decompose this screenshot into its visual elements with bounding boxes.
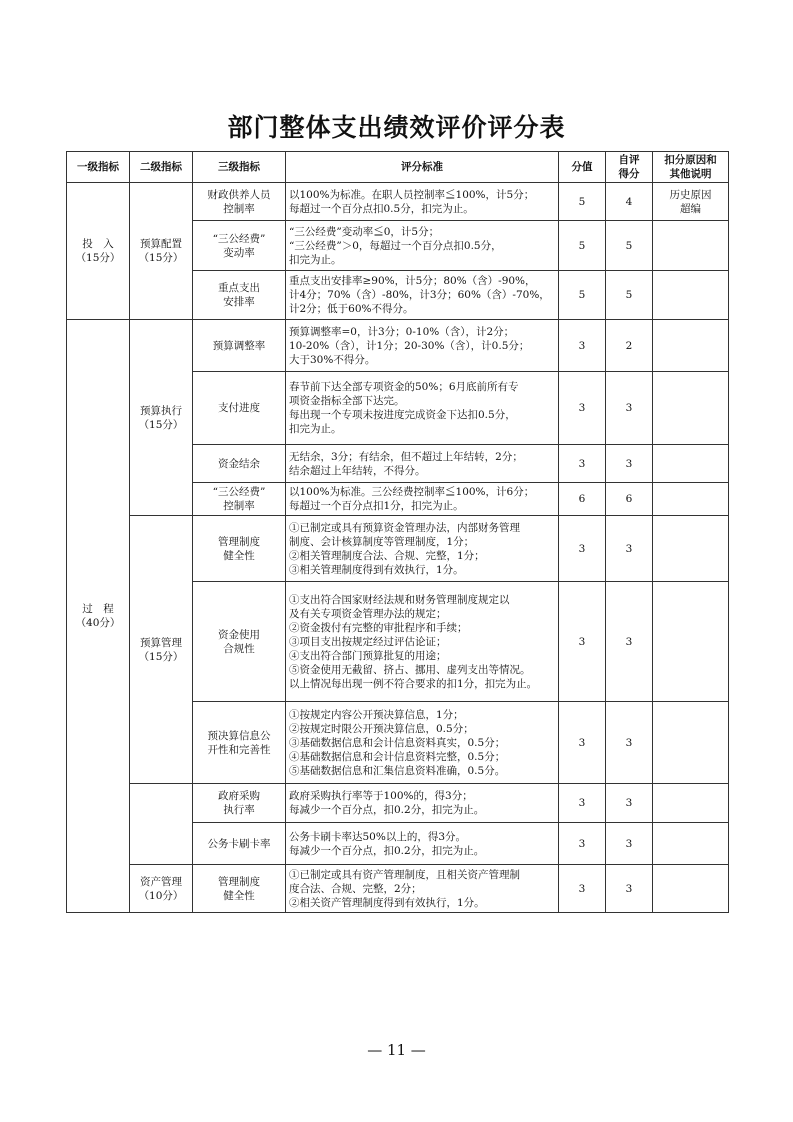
remark-cell — [653, 271, 729, 320]
page-number: — 11 — — [367, 1041, 426, 1059]
score-cell: 3 — [559, 582, 606, 702]
remark-cell — [653, 221, 729, 271]
criteria-cell: 重点支出安排率≥90%，计5分；80%（含）-90%， 计4分；70%（含）-80%，计3分；60%（含）-70%， 计2分；低于60%不得分。 — [286, 271, 559, 320]
level2-cell: 预算管理 （15分） — [130, 516, 193, 784]
score-cell: 6 — [559, 483, 606, 516]
criteria-cell: 以100%为标准。在职人员控制率≦100%，计5分； 每超过一个百分点扣0.5分，扣完为止。 — [286, 183, 559, 221]
remark-cell — [653, 516, 729, 582]
criteria-cell: ①按规定内容公开预决算信息，1分； ②按规定时限公开预决算信息，0.5分； ③基础数据信息和会计信息资料真实，0.5分； ④基础数据信息和会计信息资料完整，0.5分； ⑤基础数据信息和汇集信息资料准确，0.5分。 — [286, 702, 559, 784]
remark-cell: 历史原因 超编 — [653, 183, 729, 221]
level2-cell: 资产管理 （10分） — [130, 865, 193, 913]
criteria-cell: 春节前下达全部专项资金的50%；6月底前所有专 项资金指标全部下达完。 每出现一个专项未按进度完成资金下达扣0.5分， 扣完为止。 — [286, 372, 559, 445]
self-score-cell: 5 — [606, 221, 653, 271]
criteria-cell: 无结余，3分；有结余，但不超过上年结转，2分； 结余超过上年结转，不得分。 — [286, 445, 559, 483]
self-score-cell: 3 — [606, 865, 653, 913]
header-score: 分值 — [559, 152, 606, 183]
remark-cell — [653, 445, 729, 483]
header-self-score: 自评 得分 — [606, 152, 653, 183]
remark-cell — [653, 320, 729, 372]
remark-cell — [653, 702, 729, 784]
self-score-cell: 3 — [606, 702, 653, 784]
score-cell: 3 — [559, 445, 606, 483]
self-score-cell: 3 — [606, 582, 653, 702]
page-title: 部门整体支出绩效评价评分表 — [227, 113, 566, 142]
remark-cell — [653, 372, 729, 445]
score-cell: 5 — [559, 183, 606, 221]
table-row — [67, 865, 729, 913]
remark-cell — [653, 483, 729, 516]
level3-cell: “三公经费” 控制率 — [193, 483, 286, 516]
score-cell: 5 — [559, 271, 606, 320]
level3-cell: 资金结余 — [193, 445, 286, 483]
table-row — [67, 183, 729, 221]
criteria-cell: “三公经费”变动率≦0，计5分； “三公经费”＞0，每超过一个百分点扣0.5分， 扣完为止。 — [286, 221, 559, 271]
header-level1: 一级指标 — [67, 152, 130, 183]
self-score-cell: 5 — [606, 271, 653, 320]
remark-cell — [653, 865, 729, 913]
criteria-cell: 预算调整率=0，计3分；0-10%（含），计2分； 10-20%（含），计1分；20-30%（含），计0.5分； 大于30%不得分。 — [286, 320, 559, 372]
self-score-cell: 3 — [606, 784, 653, 823]
header-level2: 二级指标 — [130, 152, 193, 183]
header-remark: 扣分原因和 其他说明 — [653, 152, 729, 183]
level2-cell: 预算配置 （15分） — [130, 183, 193, 320]
criteria-cell: ①已制定或具有预算资金管理办法，内部财务管理 制度、会计核算制度等管理制度，1分； ②相关管理制度合法、合规、完整，1分； ③相关管理制度得到有效执行，1分。 — [286, 516, 559, 582]
level1-cell: 投 入 （15分） — [67, 183, 130, 320]
remark-cell — [653, 784, 729, 823]
criteria-cell: 以100%为标准。三公经费控制率≦100%，计6分； 每超过一个百分点扣1分，扣完为止。 — [286, 483, 559, 516]
level3-cell: 预算调整率 — [193, 320, 286, 372]
level3-cell: 财政供养人员 控制率 — [193, 183, 286, 221]
level2-cell — [130, 784, 193, 865]
level3-cell: 重点支出 安排率 — [193, 271, 286, 320]
level1-cell: 过 程 （40分） — [67, 320, 130, 913]
table-row — [67, 320, 729, 372]
remark-cell — [653, 823, 729, 865]
criteria-cell: 政府采购执行率等于100%的，得3分； 每减少一个百分点，扣0.2分，扣完为止。 — [286, 784, 559, 823]
header-level3: 三级指标 — [193, 152, 286, 183]
self-score-cell: 3 — [606, 372, 653, 445]
criteria-cell: ①支出符合国家财经法规和财务管理制度规定以 及有关专项资金管理办法的规定； ②资金拨付有完整的审批程序和手续； ③项目支出按规定经过评估论证； ④支出符合部门预算批复的用途； ⑤资金使用无截留、挤占、挪用、虚列支出等情况。 以上情况每出现一例不符合要求的扣1分，扣完为止。 — [286, 582, 559, 702]
level3-cell: 管理制度 健全性 — [193, 516, 286, 582]
criteria-cell: ①已制定或具有资产管理制度，且相关资产管理制 度合法、合规、完整，2分； ②相关资产管理制度得到有效执行，1分。 — [286, 865, 559, 913]
level3-cell: 支付进度 — [193, 372, 286, 445]
level3-cell: “三公经费” 变动率 — [193, 221, 286, 271]
score-cell: 3 — [559, 702, 606, 784]
table-header-row — [67, 152, 729, 183]
score-cell: 5 — [559, 221, 606, 271]
self-score-cell: 3 — [606, 516, 653, 582]
level3-cell: 资金使用 合规性 — [193, 582, 286, 702]
level3-cell: 政府采购 执行率 — [193, 784, 286, 823]
score-cell: 3 — [559, 865, 606, 913]
criteria-cell: 公务卡刷卡率达50%以上的，得3分。 每减少一个百分点，扣0.2分，扣完为止。 — [286, 823, 559, 865]
level2-cell: 预算执行 （15分） — [130, 320, 193, 516]
score-cell: 3 — [559, 372, 606, 445]
score-cell: 3 — [559, 784, 606, 823]
self-score-cell: 3 — [606, 823, 653, 865]
score-table — [66, 151, 729, 913]
score-cell: 3 — [559, 823, 606, 865]
self-score-cell: 2 — [606, 320, 653, 372]
self-score-cell: 6 — [606, 483, 653, 516]
remark-cell — [653, 582, 729, 702]
self-score-cell: 3 — [606, 445, 653, 483]
level3-cell: 管理制度 健全性 — [193, 865, 286, 913]
table-row — [67, 784, 729, 823]
score-cell: 3 — [559, 516, 606, 582]
level3-cell: 预决算信息公 开性和完善性 — [193, 702, 286, 784]
score-cell: 3 — [559, 320, 606, 372]
self-score-cell: 4 — [606, 183, 653, 221]
header-criteria: 评分标准 — [286, 152, 559, 183]
table-row — [67, 516, 729, 582]
level3-cell: 公务卡刷卡率 — [193, 823, 286, 865]
